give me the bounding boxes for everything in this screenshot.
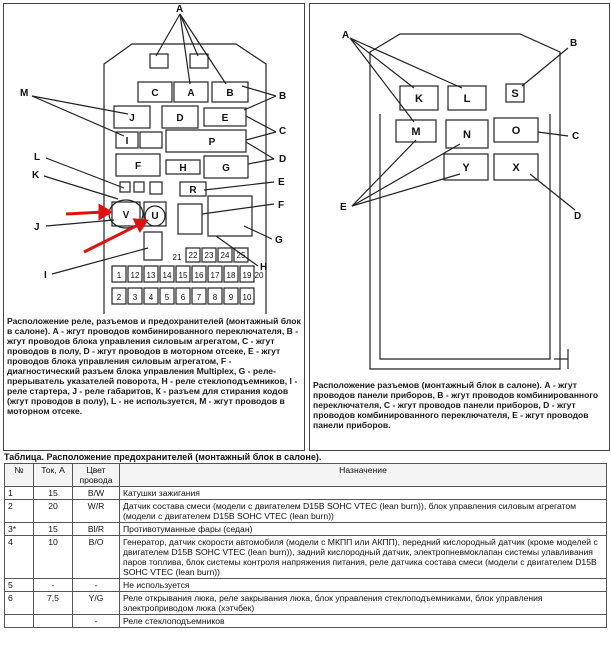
cell-number: 2 <box>5 500 34 523</box>
fuse-8: 8 <box>212 293 218 302</box>
label-b: B <box>279 91 287 102</box>
label-f: F <box>278 200 285 211</box>
rlabel-b: B <box>570 38 578 49</box>
relay-g: G <box>222 163 230 174</box>
cell-wire-color: B/W <box>73 487 120 500</box>
label-g: G <box>275 235 283 246</box>
right-fusebox-diagram <box>310 4 609 379</box>
relay-h: H <box>179 163 187 174</box>
rlabel-e: E <box>340 202 347 213</box>
fuse-7: 7 <box>196 293 202 302</box>
relay-c: C <box>151 88 159 99</box>
fuse-14: 14 <box>162 271 172 280</box>
fuse-24: 24 <box>220 251 230 260</box>
rlabel-c: C <box>572 131 580 142</box>
conn-n: N <box>463 129 471 141</box>
label-c: C <box>279 126 287 137</box>
cell-number: 5 <box>5 579 34 592</box>
col-current: Ток, А <box>34 464 73 487</box>
relay-p: P <box>208 137 216 148</box>
right-diagram-panel <box>309 3 610 451</box>
left-caption: Расположение реле, разъемов и предохранителей (монтажный блок в салоне). А - жгут проводов комбинированного переключателя, В - жгут проводов блока управления силовым агрегатом, С - жгут проводов в полу, D - жгут проводов в моторном отсеке, Е - жгут проводов блока управления силовым агрегатом, F - диагностический разъем блока управления Multiplex, G - реле-прерыватель указателей поворота, Н - реле стеклоподъемников, I - реле стартера, J - реле габаритов, К - разъем для стирания кодов (жгут проводов в полу), L - не используется, М - жгут проводов в моторном отсеке. <box>7 316 301 416</box>
fuse-2: 2 <box>116 293 122 302</box>
fuse-17: 17 <box>210 271 220 280</box>
table-row <box>5 579 607 592</box>
relay-f: F <box>134 161 142 172</box>
cell-number: 3* <box>5 523 34 536</box>
cell-number <box>5 615 34 628</box>
relay-r: R <box>189 185 197 196</box>
relay-u: U <box>151 211 159 222</box>
left-fusebox-diagram <box>4 4 304 314</box>
table-row <box>5 523 607 536</box>
cell-wire-color: Bl/R <box>73 523 120 536</box>
cell-wire-color: - <box>73 579 120 592</box>
fuse-19: 19 <box>242 271 252 280</box>
cell-current <box>34 615 73 628</box>
cell-wire-color: B/O <box>73 536 120 579</box>
rlabel-a: A <box>342 30 350 41</box>
table-row <box>5 592 607 615</box>
fuse-4: 4 <box>148 293 154 302</box>
col-wire-color: Цвет провода <box>73 464 120 487</box>
cell-number: 6 <box>5 592 34 615</box>
fuse-18: 18 <box>226 271 236 280</box>
cell-number: 4 <box>5 536 34 579</box>
label-h: H <box>260 262 268 273</box>
label-i: I <box>44 270 47 281</box>
conn-k: K <box>415 93 423 105</box>
label-e: E <box>278 177 285 188</box>
table-row <box>5 487 607 500</box>
col-purpose: Назначение <box>120 464 607 487</box>
table-title: Таблица. Расположение предохранителей (монтажный блок в салоне). <box>4 452 322 462</box>
conn-s: S <box>511 88 519 100</box>
fuse-25: 25 <box>236 251 246 260</box>
fuse-23: 23 <box>204 251 214 260</box>
fuse-15: 15 <box>178 271 188 280</box>
cell-purpose: Противотуманные фары (седан) <box>120 523 607 536</box>
rlabel-d: D <box>574 211 582 222</box>
relay-e: E <box>221 113 229 124</box>
label-k: K <box>32 170 40 181</box>
cell-current: 15 <box>34 487 73 500</box>
table-header-row <box>5 464 607 487</box>
label-j: J <box>34 222 40 233</box>
relay-j: J <box>129 113 135 124</box>
conn-o: O <box>511 125 521 137</box>
fuse-20: 20 <box>254 271 264 280</box>
conn-l: L <box>463 93 471 105</box>
cell-number: 1 <box>5 487 34 500</box>
fuse-16: 16 <box>194 271 204 280</box>
fuse-9: 9 <box>228 293 234 302</box>
relay-b: B <box>226 88 234 99</box>
relay-a: A <box>187 88 195 99</box>
label-l: L <box>34 152 41 163</box>
cell-current: 10 <box>34 536 73 579</box>
right-caption: Расположение разъемов (монтажный блок в салоне). А - жгут проводов панели приборов, В - жгут проводов комбинированного переключателя, С - жгут проводов панели приборов, D - жгут проводов комбинированного переключателя, Е - жгут проводов панели приборов. <box>313 380 599 430</box>
cell-purpose: Не используется <box>120 579 607 592</box>
label-d: D <box>279 154 287 165</box>
table-row <box>5 500 607 523</box>
conn-m: M <box>411 126 421 138</box>
fuse-1: 1 <box>116 271 122 280</box>
fuse-22: 22 <box>188 251 198 260</box>
cell-current: 7,5 <box>34 592 73 615</box>
cell-purpose: Катушки зажигания <box>120 487 607 500</box>
relay-v: V <box>122 210 130 221</box>
left-diagram-panel <box>3 3 305 451</box>
cell-purpose: Генератор, датчик скорости автомобиля (модели с МКПП или АКПП), передний кислородный датчик (кроме моделей с двигателем D15B SOHC VTEC (lean burn)), задний кислородный датчик, электропневмоклапан системы улавливания паров топлива, блок системы контроля напряжения питания, реле датчика состава смеси (модели с двигателем D15B SOHC VTEC (lean burn)) <box>120 536 607 579</box>
fuse-3: 3 <box>132 293 138 302</box>
label-a: A <box>176 4 184 15</box>
cell-purpose: Реле открывания люка, реле закрывания люка, блок управления стеклоподъемниками, блок управления электроприводом люка (хэтчбек) <box>120 592 607 615</box>
relay-d: D <box>176 113 184 124</box>
fuse-5: 5 <box>164 293 170 302</box>
cell-purpose: Реле стеклоподъемников <box>120 615 607 628</box>
table-row <box>5 536 607 579</box>
fuse-12: 12 <box>130 271 140 280</box>
cell-current: 20 <box>34 500 73 523</box>
fuse-13: 13 <box>146 271 156 280</box>
cell-wire-color: W/R <box>73 500 120 523</box>
cell-wire-color: - <box>73 615 120 628</box>
label-m: M <box>20 88 29 99</box>
fuse-table <box>4 463 607 628</box>
conn-y: Y <box>462 162 470 174</box>
conn-x: X <box>512 162 520 174</box>
cell-purpose: Датчик состава смеси (модели с двигателем D15B SOHC VTEC (lean burn)), блок управления силовым агрегатом (модели с двигателем D15B SOHC VTEC (lean burn)) <box>120 500 607 523</box>
relay-i: I <box>125 136 129 147</box>
cell-wire-color: Y/G <box>73 592 120 615</box>
fuse-10: 10 <box>242 293 252 302</box>
fuse-21: 21 <box>172 253 182 262</box>
fuse-6: 6 <box>180 293 186 302</box>
cell-current: - <box>34 579 73 592</box>
col-number: № <box>5 464 34 487</box>
table-row <box>5 615 607 628</box>
cell-current: 15 <box>34 523 73 536</box>
